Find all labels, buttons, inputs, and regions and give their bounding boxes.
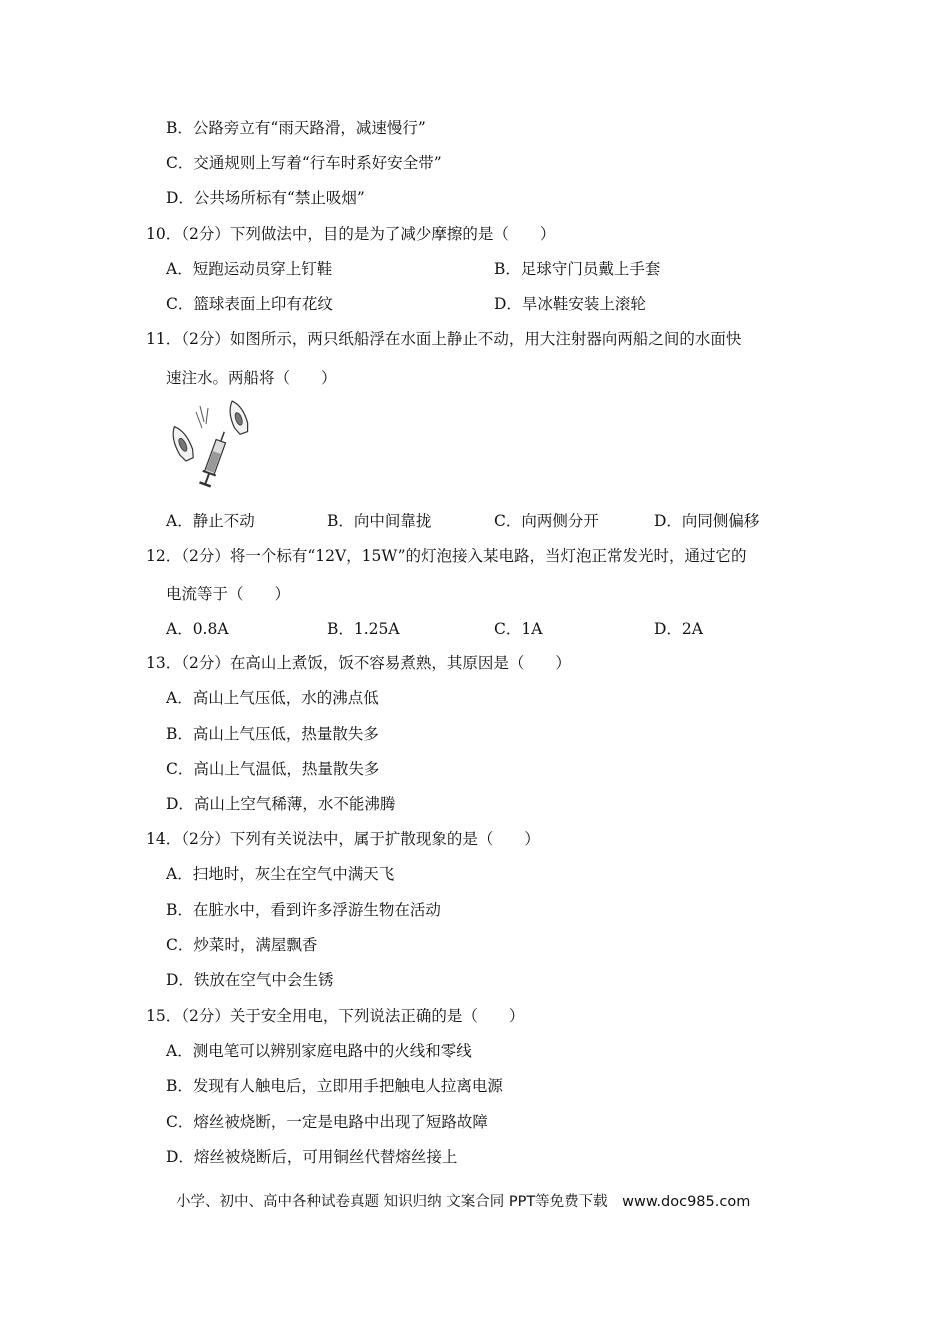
- q13-option-a: A．高山上气压低，水的沸点低: [166, 689, 379, 707]
- q13-stem: 13．（2分）在高山上煮饭，饭不容易煮熟，其原因是（ ）: [146, 654, 571, 672]
- q12-option-c: C．1A: [494, 620, 543, 638]
- right-paper-boat: [225, 399, 250, 436]
- q12-option-b: B．1.25A: [327, 620, 400, 638]
- q9-option-c: C．交通规则上写着“行车时系好安全带”: [166, 154, 442, 172]
- water-jet: [196, 406, 208, 428]
- q12-option-d: D．2A: [654, 620, 703, 638]
- q10-stem: 10．（2分）下列做法中，目的是为了减少摩擦的是（ ）: [146, 225, 556, 243]
- q13-option-d: D．高山上空气稀薄，水不能沸腾: [166, 795, 396, 813]
- syringe: [199, 429, 231, 486]
- q12-stem-line1: 12．（2分）将一个标有“12V，15W”的灯泡接入某电路，当灯泡正常发光时，通过它的: [146, 547, 747, 565]
- q13-option-b: B．高山上气压低，热量散失多: [166, 725, 379, 743]
- q11-option-d: D．向同侧偏移: [654, 512, 760, 530]
- q12-option-a: A．0.8A: [166, 620, 229, 638]
- q10-option-b: B．足球守门员戴上手套: [494, 260, 661, 278]
- page-footer: 小学、初中、高中各种试卷真题 知识归纳 文案合同 PPT等免费下载 www.doc985.com: [176, 1194, 751, 1210]
- q14-option-c: C．炒菜时，满屋飘香: [166, 936, 318, 954]
- q11-stem-line1: 11．（2分）如图所示，两只纸船浮在水面上静止不动，用大注射器向两船之间的水面快: [146, 330, 742, 348]
- q14-option-d: D．铁放在空气中会生锈: [166, 971, 334, 989]
- q10-option-d: D．旱冰鞋安装上滚轮: [494, 295, 646, 313]
- q15-option-c: C．熔丝被烧断，一定是电路中出现了短路故障: [166, 1113, 488, 1131]
- q11-option-c: C．向两侧分开: [494, 512, 599, 530]
- q11-stem-line2: 速注水。两船将（ ）: [166, 369, 337, 387]
- q9-option-b: B．公路旁立有“雨天路滑，减速慢行”: [166, 119, 426, 137]
- q15-option-a: A．测电笔可以辨别家庭电路中的火线和零线: [166, 1042, 472, 1060]
- q10-option-c: C．篮球表面上印有花纹: [166, 295, 333, 313]
- q14-stem: 14．（2分）下列有关说法中，属于扩散现象的是（ ）: [146, 830, 540, 848]
- q15-stem: 15．（2分）关于安全用电，下列说法正确的是（ ）: [146, 1007, 525, 1025]
- q13-option-c: C．高山上气温低，热量散失多: [166, 760, 380, 778]
- q15-option-d: D．熔丝被烧断后，可用铜丝代替熔丝接上: [166, 1148, 458, 1166]
- q11-option-a: A．静止不动: [166, 512, 255, 530]
- q15-option-b: B．发现有人触电后，立即用手把触电人拉离电源: [166, 1077, 503, 1095]
- q14-option-b: B．在脏水中，看到许多浮游生物在活动: [166, 901, 441, 919]
- q14-option-a: A．扫地时，灰尘在空气中满天飞: [166, 865, 395, 883]
- left-paper-boat: [168, 424, 196, 463]
- q10-option-a: A．短跑运动员穿上钉鞋: [166, 260, 333, 278]
- q11-option-b: B．向中间靠拢: [327, 512, 432, 530]
- q12-stem-line2: 电流等于（ ）: [166, 585, 291, 603]
- q9-option-d: D．公共场所标有“禁止吸烟”: [166, 189, 365, 207]
- boats-syringe-figure: [160, 398, 256, 500]
